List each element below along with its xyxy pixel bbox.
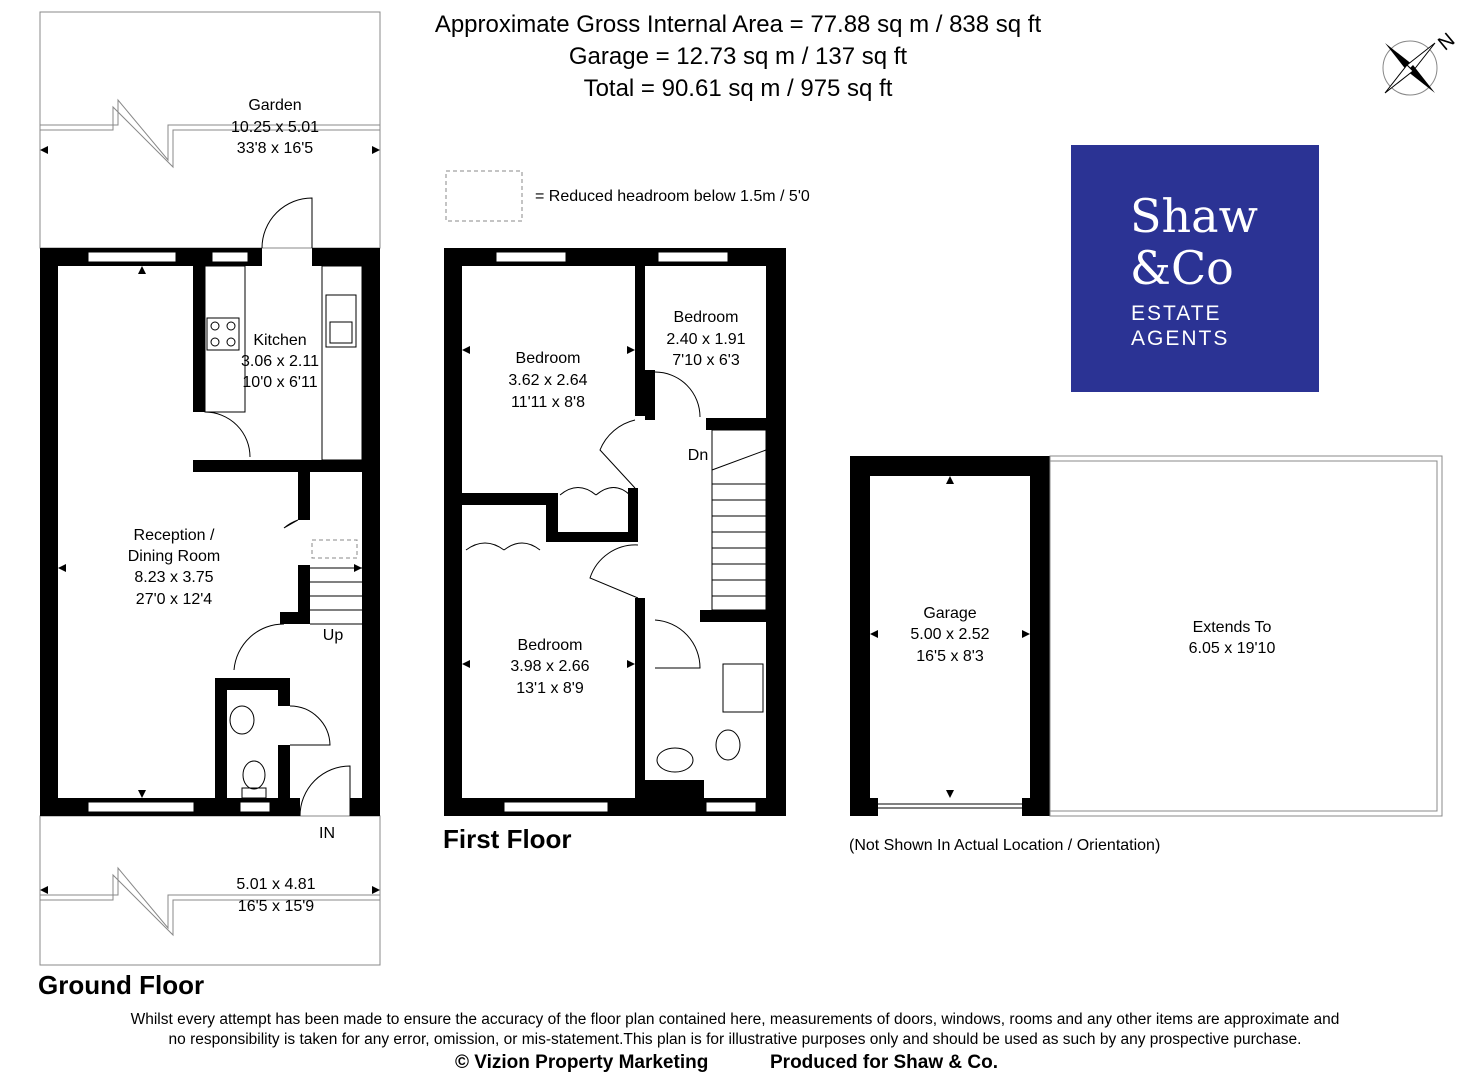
stairs-up-label: Up (322, 627, 344, 644)
first-floor-title: First Floor (443, 824, 572, 854)
logo-text-shaw: Shaw (1130, 189, 1258, 243)
bedroom-2-metric: 2.40 x 1.91 (666, 331, 746, 348)
first-floor-plan (443, 248, 786, 854)
bedroom-1-metric: 3.62 x 2.64 (508, 372, 588, 389)
bedroom-3-metric: 3.98 x 2.66 (510, 658, 590, 675)
reception-imperial: 27'0 x 12'4 (135, 591, 213, 608)
bedroom-2-label: Bedroom (673, 309, 739, 326)
garage-note: (Not Shown In Actual Location / Orientation) (849, 837, 1161, 854)
reception-label-2: Dining Room (127, 548, 221, 565)
garage-area-text: Garage = 12.73 sq m / 137 sq ft (568, 43, 908, 70)
gross-area-text: Approximate Gross Internal Area = 77.88 sq m / 838 sq ft (434, 11, 1042, 38)
produced-for-text: Produced for Shaw & Co. (770, 1052, 999, 1073)
bedroom-3-label: Bedroom (517, 637, 583, 654)
kitchen-metric: 3.06 x 2.11 (241, 353, 319, 370)
reduced-headroom-legend: = Reduced headroom below 1.5m / 5'0 (535, 188, 810, 205)
shaw-co-logo (1071, 145, 1319, 392)
garage-metric: 5.00 x 2.52 (910, 626, 990, 643)
front-imperial: 16'5 x 15'9 (237, 898, 315, 915)
garden-imperial: 33'8 x 16'5 (236, 140, 314, 157)
logo-text-estate: ESTATE (1131, 302, 1222, 325)
extends-label: Extends To (1192, 619, 1272, 636)
extends-outline (1050, 456, 1442, 816)
logo-text-agents: AGENTS (1131, 327, 1230, 350)
shower-icon (723, 664, 763, 712)
logo-text-co: &Co (1130, 241, 1234, 295)
bedroom-2-imperial: 7'10 x 6'3 (672, 352, 740, 369)
ground-floor-title: Ground Floor (38, 970, 205, 1000)
bedroom-1-label: Bedroom (515, 350, 581, 367)
reduced-headroom-swatch (446, 171, 522, 221)
garden-label: Garden (248, 97, 302, 114)
reception-label: Reception / (133, 527, 215, 544)
total-area-text: Total = 90.61 sq m / 975 sq ft (583, 75, 893, 102)
bedroom-1-imperial: 11'11 x 8'8 (510, 394, 586, 411)
ground-floor-plan (38, 12, 380, 1000)
garage-plan (849, 456, 1442, 854)
disclaimer-line-1: Whilst every attempt has been made to ensure the accuracy of the floor plan contained here, measurements of doors, windows, rooms and any other items are approximate and (130, 1011, 1340, 1028)
stairs-down-label: Dn (687, 447, 709, 464)
garden-metric: 10.25 x 5.01 (230, 119, 320, 136)
extends-metric: 6.05 x 19'10 (1188, 640, 1276, 657)
garage-label: Garage (923, 605, 977, 622)
copyright-text: © Vizion Property Marketing (455, 1052, 709, 1073)
front-metric: 5.01 x 4.81 (236, 876, 316, 893)
compass-icon (1383, 29, 1459, 95)
entrance-label: IN (319, 825, 335, 842)
garage-imperial: 16'5 x 8'3 (916, 648, 984, 665)
kitchen-label: Kitchen (253, 332, 307, 349)
kitchen-imperial: 10'0 x 6'11 (242, 374, 318, 391)
hob-icon (207, 318, 239, 350)
disclaimer-line-2: no responsibility is taken for any error, omission, or mis-statement.This plan is for illustrative purposes only and should be used as such by any prospective purchase. (168, 1031, 1302, 1048)
compass-north-label: N (1434, 28, 1460, 56)
bedroom-3-imperial: 13'1 x 8'9 (516, 680, 584, 697)
reception-metric: 8.23 x 3.75 (134, 569, 214, 586)
